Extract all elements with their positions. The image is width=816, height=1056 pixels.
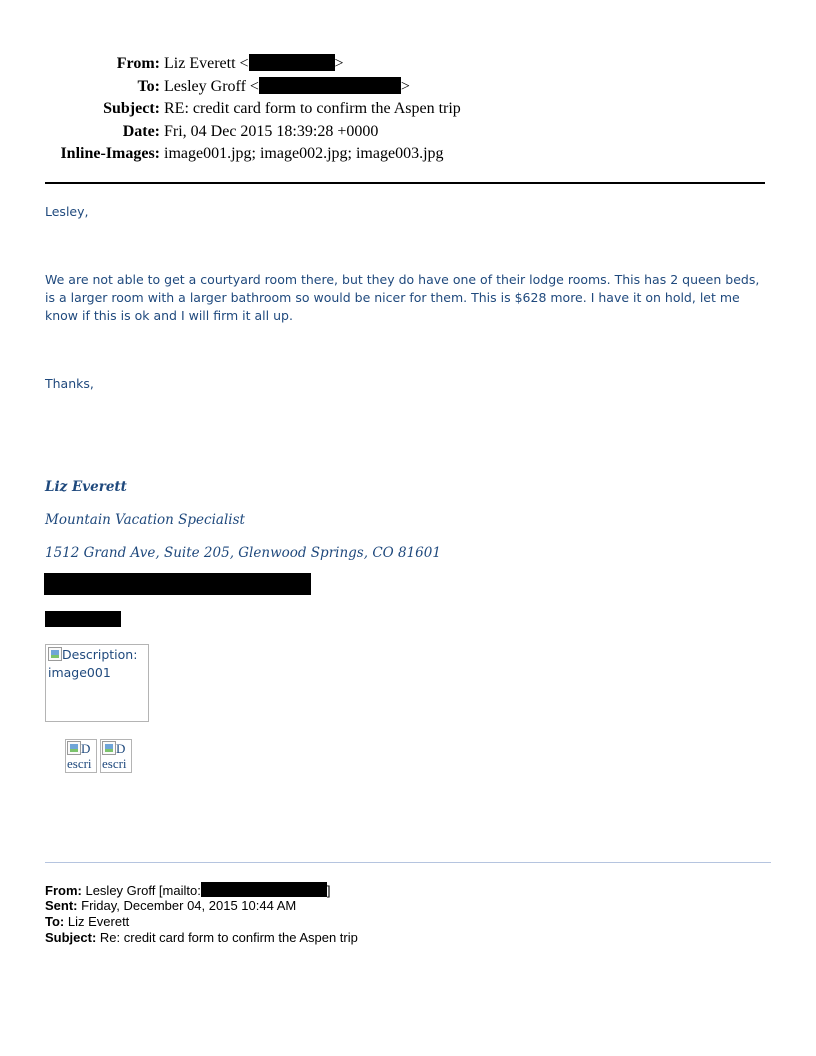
header-from-row (0, 53, 816, 76)
inline-images-value: image001.jpg; image002.jpg; image003.jpg (164, 145, 444, 162)
redacted-email (259, 77, 401, 94)
quoted-from-value: Lesley Groff [mailto: (85, 883, 201, 898)
broken-image-icon (48, 647, 62, 661)
date-label: Date: (122, 122, 160, 140)
signature-name: Liz Everett (45, 479, 127, 495)
quoted-to-row (45, 914, 358, 930)
image002-placeholder (65, 739, 97, 773)
quoted-subject-value: Re: credit card form to confirm the Aspen trip (99, 930, 358, 945)
image001-placeholder (45, 644, 149, 722)
redacted-email (201, 882, 327, 897)
quoted-subject-row (45, 930, 358, 946)
image001-alt: Description: image001 (48, 647, 138, 680)
closing: Thanks, (45, 376, 94, 391)
from-name: Liz Everett < (164, 55, 249, 72)
header-to-row (0, 76, 816, 99)
from-close: > (334, 55, 344, 72)
date-value: Fri, 04 Dec 2015 18:39:28 +0000 (164, 122, 379, 140)
quoted-message-divider (45, 862, 771, 863)
from-value (164, 53, 344, 75)
to-name: Lesley Groff < (164, 77, 259, 95)
redacted-block (44, 573, 311, 595)
quoted-sent-label: Sent: (45, 898, 78, 913)
image003-alt: D escri (102, 741, 127, 771)
inline-images-label: Inline-Images: (60, 145, 160, 162)
quoted-from-close: ] (326, 883, 331, 898)
to-label: To: (137, 77, 160, 95)
broken-image-icon (102, 741, 116, 755)
redacted-block (45, 611, 121, 627)
quoted-from-row (45, 882, 358, 898)
quoted-subject-label: Subject: (45, 930, 97, 945)
quoted-header (45, 882, 358, 946)
image002-alt: D escri (67, 741, 92, 771)
signature-title: Mountain Vacation Specialist (45, 512, 245, 528)
subject-value: RE: credit card form to confirm the Aspen trip (164, 100, 461, 117)
header-date-row (0, 121, 816, 144)
quoted-from-label: From: (45, 883, 82, 898)
to-close: > (400, 77, 410, 95)
quoted-to-value: Liz Everett (67, 914, 130, 929)
broken-image-icon (67, 741, 81, 755)
signature-address: 1512 Grand Ave, Suite 205, Glenwood Springs, CO 81601 (45, 545, 441, 561)
body-paragraph: We are not able to get a courtyard room there, but they do have one of their lodge rooms. This has 2 queen beds, is a larger room with a larger bathroom so would be nicer for them. This is $628 more. I have it on hold, let me know if this is ok and I will firm it all up. (45, 272, 760, 323)
subject-label: Subject: (103, 100, 160, 117)
header-images-row (0, 143, 816, 166)
to-value (164, 76, 410, 98)
header-divider (45, 182, 765, 184)
quoted-sent-value: Friday, December 04, 2015 10:44 AM (81, 898, 297, 913)
greeting: Lesley, (45, 204, 89, 219)
quoted-to-label: To: (45, 914, 65, 929)
redacted-email (249, 54, 335, 71)
quoted-sent-row (45, 898, 358, 914)
header-subject-row (0, 98, 816, 121)
email-header (0, 53, 816, 166)
from-label: From: (116, 55, 160, 72)
image003-placeholder (100, 739, 132, 773)
